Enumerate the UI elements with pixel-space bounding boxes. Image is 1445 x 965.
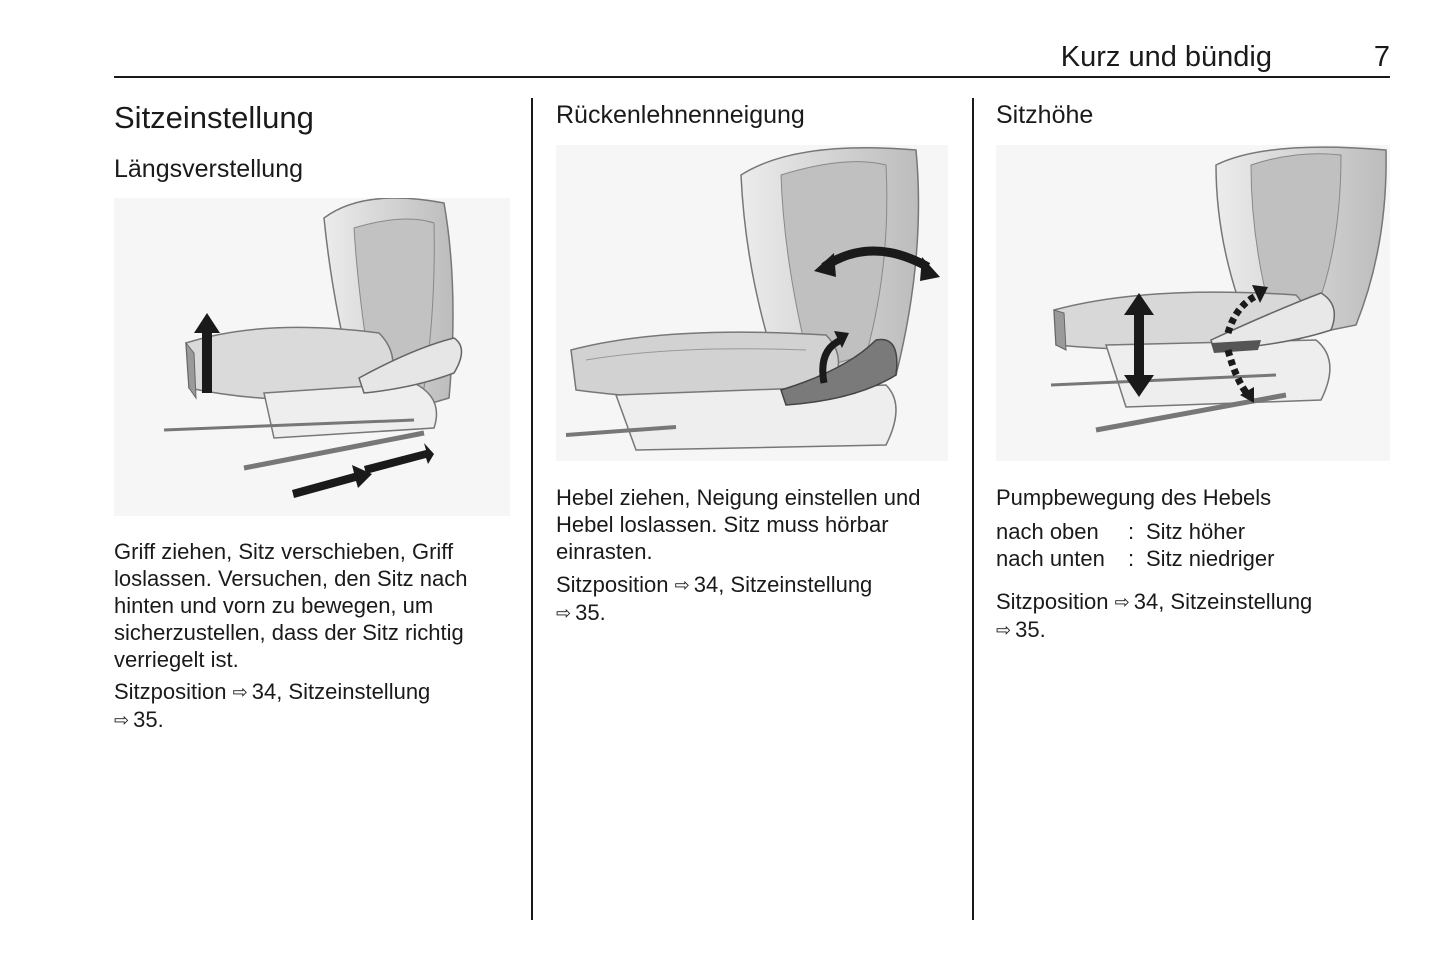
arrow-right-icon: ⇨ <box>556 603 572 623</box>
arrow-right-icon: ⇨ <box>996 620 1012 640</box>
column-divider <box>972 98 974 920</box>
seat-longitudinal-icon <box>114 198 510 516</box>
cross-reference <box>996 588 1392 644</box>
arrow-right-icon: ⇨ <box>232 682 248 702</box>
seat-height-figure <box>996 145 1390 461</box>
ref-prefix: Sitzposition <box>114 679 227 704</box>
page-number: 7 <box>1373 41 1390 73</box>
seat-longitudinal-figure <box>114 198 510 516</box>
body-text: Griff ziehen, Sitz verschieben, Griff loslassen. Versuchen, den Sitz nach hinten und vorn zu bewegen, um sicherzustellen, dass der Sitz richtig verriegelt ist. <box>114 539 468 672</box>
row-key: nach oben <box>996 519 1099 544</box>
height-row-down <box>996 545 1274 572</box>
row-separator: : <box>1128 519 1135 544</box>
ref-link-page-34[interactable]: 34, Sitzeinstellung <box>1133 589 1313 614</box>
ref-link-page-35[interactable]: 35. <box>575 600 606 625</box>
header-divider <box>114 76 1390 78</box>
backrest-recline-figure <box>556 145 948 461</box>
cross-reference <box>556 571 952 627</box>
arrow-right-icon: ⇨ <box>114 710 130 730</box>
heading-sitzeinstellung: Sitzeinstellung <box>114 100 314 135</box>
ref-link-page-34[interactable]: 34, Sitzeinstellung <box>251 679 431 704</box>
section-title: Kurz und bündig <box>1060 41 1272 73</box>
ref-link-page-34[interactable]: 34, Sitzeinstellung <box>693 572 873 597</box>
row-value: Sitz niedriger <box>1146 546 1275 571</box>
body-text: Hebel ziehen, Neigung einstellen und Hebel loslassen. Sitz muss hörbar einrasten. <box>556 485 921 564</box>
ref-prefix: Sitzposition <box>996 589 1109 614</box>
arrow-right-icon: ⇨ <box>1114 592 1130 612</box>
row-separator: : <box>1128 546 1135 571</box>
row-value: Sitz höher <box>1146 519 1246 544</box>
cross-reference <box>114 678 510 734</box>
column-divider <box>531 98 533 920</box>
ref-prefix: Sitzposition <box>556 572 669 597</box>
intro-text: Pumpbewegung des Hebels <box>996 485 1272 510</box>
backrest-recline-icon <box>556 145 948 461</box>
heading-rueckenlehnenneigung: Rückenlehnenneigung <box>556 101 805 129</box>
row-key: nach unten <box>996 546 1105 571</box>
ref-link-page-35[interactable]: 35. <box>133 707 164 732</box>
height-row-up <box>996 518 1245 545</box>
arrow-right-icon: ⇨ <box>674 575 690 595</box>
seat-height-icon <box>996 145 1390 461</box>
subheading-laengsverstellung: Längsverstellung <box>114 155 304 183</box>
heading-sitzhoehe: Sitzhöhe <box>996 101 1094 129</box>
ref-link-page-35[interactable]: 35. <box>1015 617 1046 642</box>
